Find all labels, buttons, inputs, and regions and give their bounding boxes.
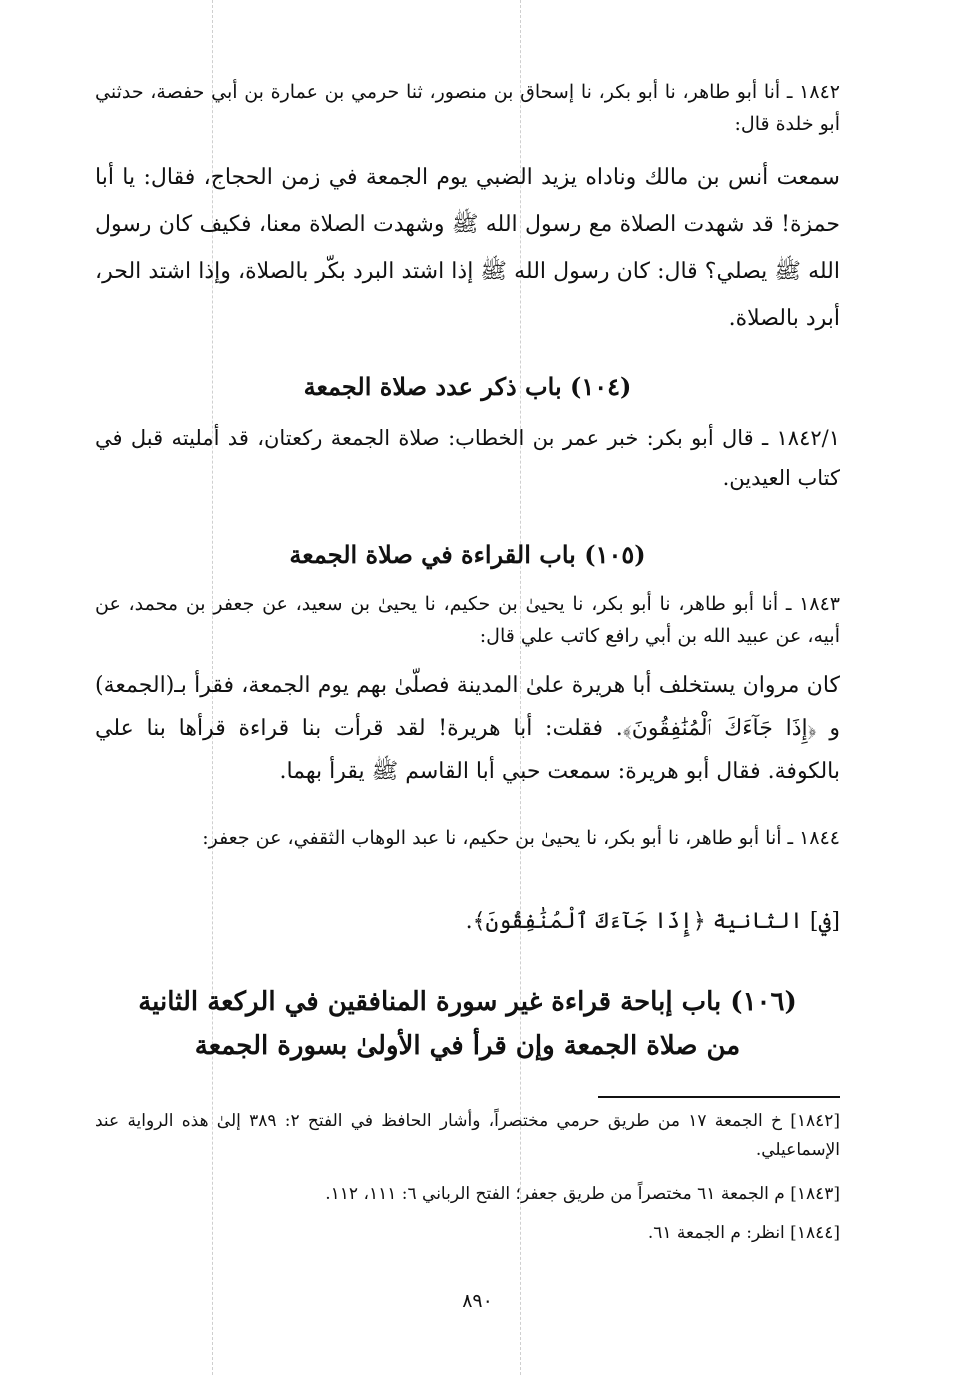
hadith-1843-text: كان مروان يستخلف أبا هريرة علىٰ المدينة فصلّىٰ بهم يوم الجمعة، فقرأ بـ(الجمعة) و ﴿إِذَا جَآءَكَ ٱلْمُنَٰفِقُونَ﴾. فقلت: أبا هريرة! لقد قرأت بنا قراءة قرأها بنا علي بالكوفة. فقال أبو هريرة: سمعت حبي أبا القاسم ﷺ يقرأ بهما. <box>95 673 840 784</box>
chapter-105-heading: (١٠٥) باب القراءة في صلاة الجمعة <box>289 540 646 569</box>
footnote-separator <box>598 1096 840 1098</box>
chapter-106-heading-line1: (١٠٦) باب إباحة قراءة غير سورة المنافقين في الركعة الثانية <box>138 987 797 1017</box>
footnote-1842: [١٨٤٢] خ الجمعة ١٧ من طريق حرمي مختصراً، وأشار الحافظ في الفتح ٢: ٣٨٩ إلىٰ هذه الرواية عند الإسماعيلي. <box>95 1111 840 1160</box>
chapter-104-heading: (١٠٤) باب ذكر عدد صلاة الجمعة <box>303 372 632 401</box>
hadith-1844-isnad: ١٨٤٤ ـ أنا أبو طاهر، نا أبو بكر، نا يحيىٰ بن حكيم، نا عبد الوهاب الثقفي، عن جعفر: <box>202 827 840 849</box>
hadith-1844-text: [في] الثانية ﴿إِذَا جَآءَكَ ٱلْمُنَٰفِقُونَ﴾. <box>465 909 840 934</box>
footnote-1844: [١٨٤٤] انظر: م الجمعة ٦١. <box>647 1223 840 1243</box>
hadith-1843-isnad: ١٨٤٣ ـ أنا أبو طاهر، نا أبو بكر، نا يحيىٰ بن حكيم، نا يحيىٰ بن سعيد، عن جعفر بن محمد، عن أبيه، عن عبيد الله بن أبي رافع كاتب علي قال: <box>95 593 840 647</box>
chapter-106-heading-line2: من صلاة الجمعة وإن قرأ في الأولىٰ بسورة الجمعة <box>194 1031 741 1061</box>
hadith-1842-1-text: ١٨٤٢/١ ـ قال أبو بكر: خبر عمر بن الخطاب: صلاة الجمعة ركعتان، قد أمليته قبل في كتاب العيدين. <box>95 426 840 490</box>
hadith-1842-text: سمعت أنس بن مالك وناداه يزيد الضبي يوم الجمعة في زمن الحجاج، فقال: يا أبا حمزة! قد شهدت الصلاة مع رسول الله ﷺ وشهدت الصلاة معنا، فكيف كان رسول الله ﷺ يصلي؟ قال: كان رسول الله ﷺ إذا اشتد البرد بكّر بالصلاة، وإذا اشتد الحر، أبرد بالصلاة. <box>95 165 840 331</box>
footnote-1843: [١٨٤٣] م الجمعة ٦١ مختصراً من طريق جعفر؛ الفتح الرباني ٦: ١١١، ١١٢. <box>325 1184 840 1204</box>
page-number: ٨٩٠ <box>462 1290 493 1312</box>
hadith-1842-isnad: ١٨٤٢ ـ أنا أبو طاهر، نا أبو بكر، نا إسحاق بن منصور، ثنا حرمي بن عمارة بن أبي حفصة، حدثني أبو خلدة قال: <box>95 81 840 135</box>
